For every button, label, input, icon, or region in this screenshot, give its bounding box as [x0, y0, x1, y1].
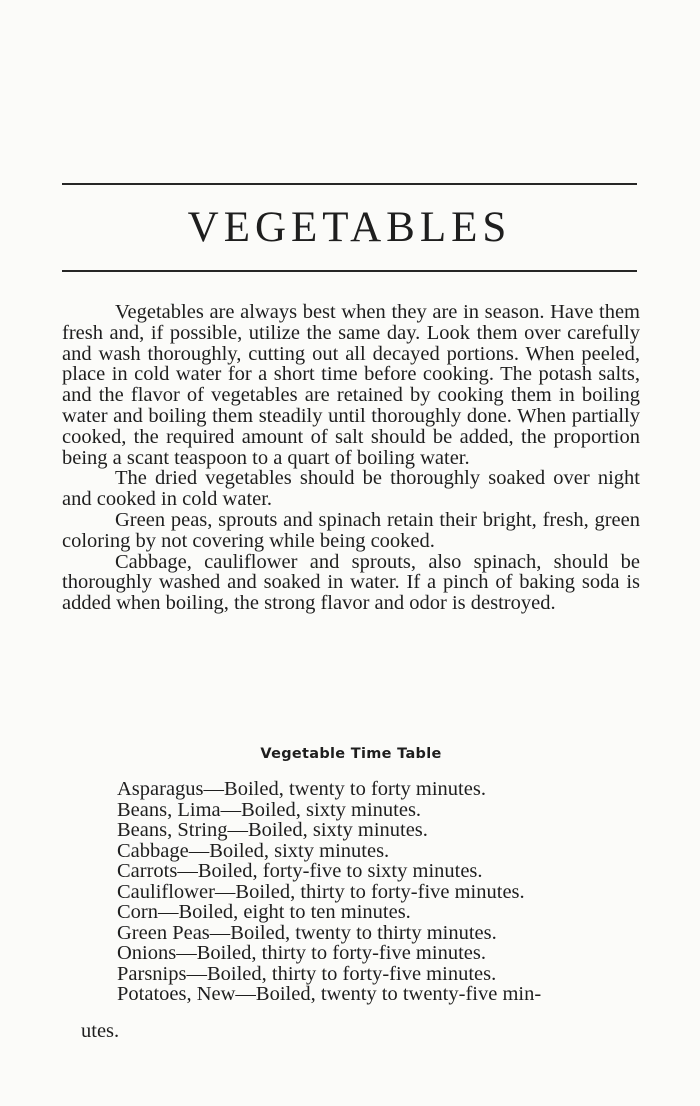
list-item: Cabbage—Boiled, sixty minutes.	[117, 839, 390, 862]
list-item: Parsnips—Boiled, thirty to forty-five minutes.	[117, 962, 497, 985]
list-item: Asparagus—Boiled, twenty to forty minutes.	[117, 778, 486, 800]
paragraph: Vegetables are always best when they are in season. Have them fresh and, if possible, utilize the same day. Look them over carefully and wash thoroughly, cutting out all decayed portions. When peeled, place in cold water for a short time before cooking. The potash salts, and the flavor of vegetables are retained by cooking them in boiling water and boiling them steadily until thoroughly done. When partially cooked, the required amount of salt should be added, the proportion being a scant teaspoon to a quart of boiling water.	[62, 301, 640, 469]
list-item: Beans, String—Boiled, sixty minutes.	[117, 819, 428, 841]
list-item: Green Peas—Boiled, twenty to thirty minutes.	[117, 921, 497, 944]
paragraph: Cabbage, cauliflower and sprouts, also spinach, should be thoroughly washed and soaked in water. If a pinch of baking soda is added when boiling, the strong flavor and odor is destroyed.	[62, 550, 640, 615]
list-item: Onions—Boiled, thirty to forty-five minutes.	[117, 942, 486, 964]
paragraph: Green peas, sprouts and spinach retain their bright, fresh, green coloring by not covering while being cooked.	[62, 508, 640, 552]
list-item: Cauliflower—Boiled, thirty to forty-five minutes.	[117, 880, 525, 903]
list-item: Beans, Lima—Boiled, sixty minutes.	[117, 798, 422, 821]
list-item: Potatoes, New—Boiled, twenty to twenty-five min-	[117, 983, 542, 1005]
page-title: VEGETABLES	[187, 204, 512, 251]
time-table-list	[117, 779, 647, 1005]
body-text	[62, 302, 640, 614]
time-table-heading: Vegetable Time Table	[260, 746, 442, 762]
list-item: Carrots—Boiled, forty-five to sixty minutes.	[117, 860, 483, 882]
title-bottom-rule	[62, 270, 637, 272]
list-item: Corn—Boiled, eight to ten minutes.	[117, 901, 411, 923]
list-item-continuation: utes.	[81, 1020, 120, 1042]
top-rule	[62, 183, 637, 185]
paragraph: The dried vegetables should be thoroughly soaked over night and cooked in cold water.	[62, 467, 640, 511]
